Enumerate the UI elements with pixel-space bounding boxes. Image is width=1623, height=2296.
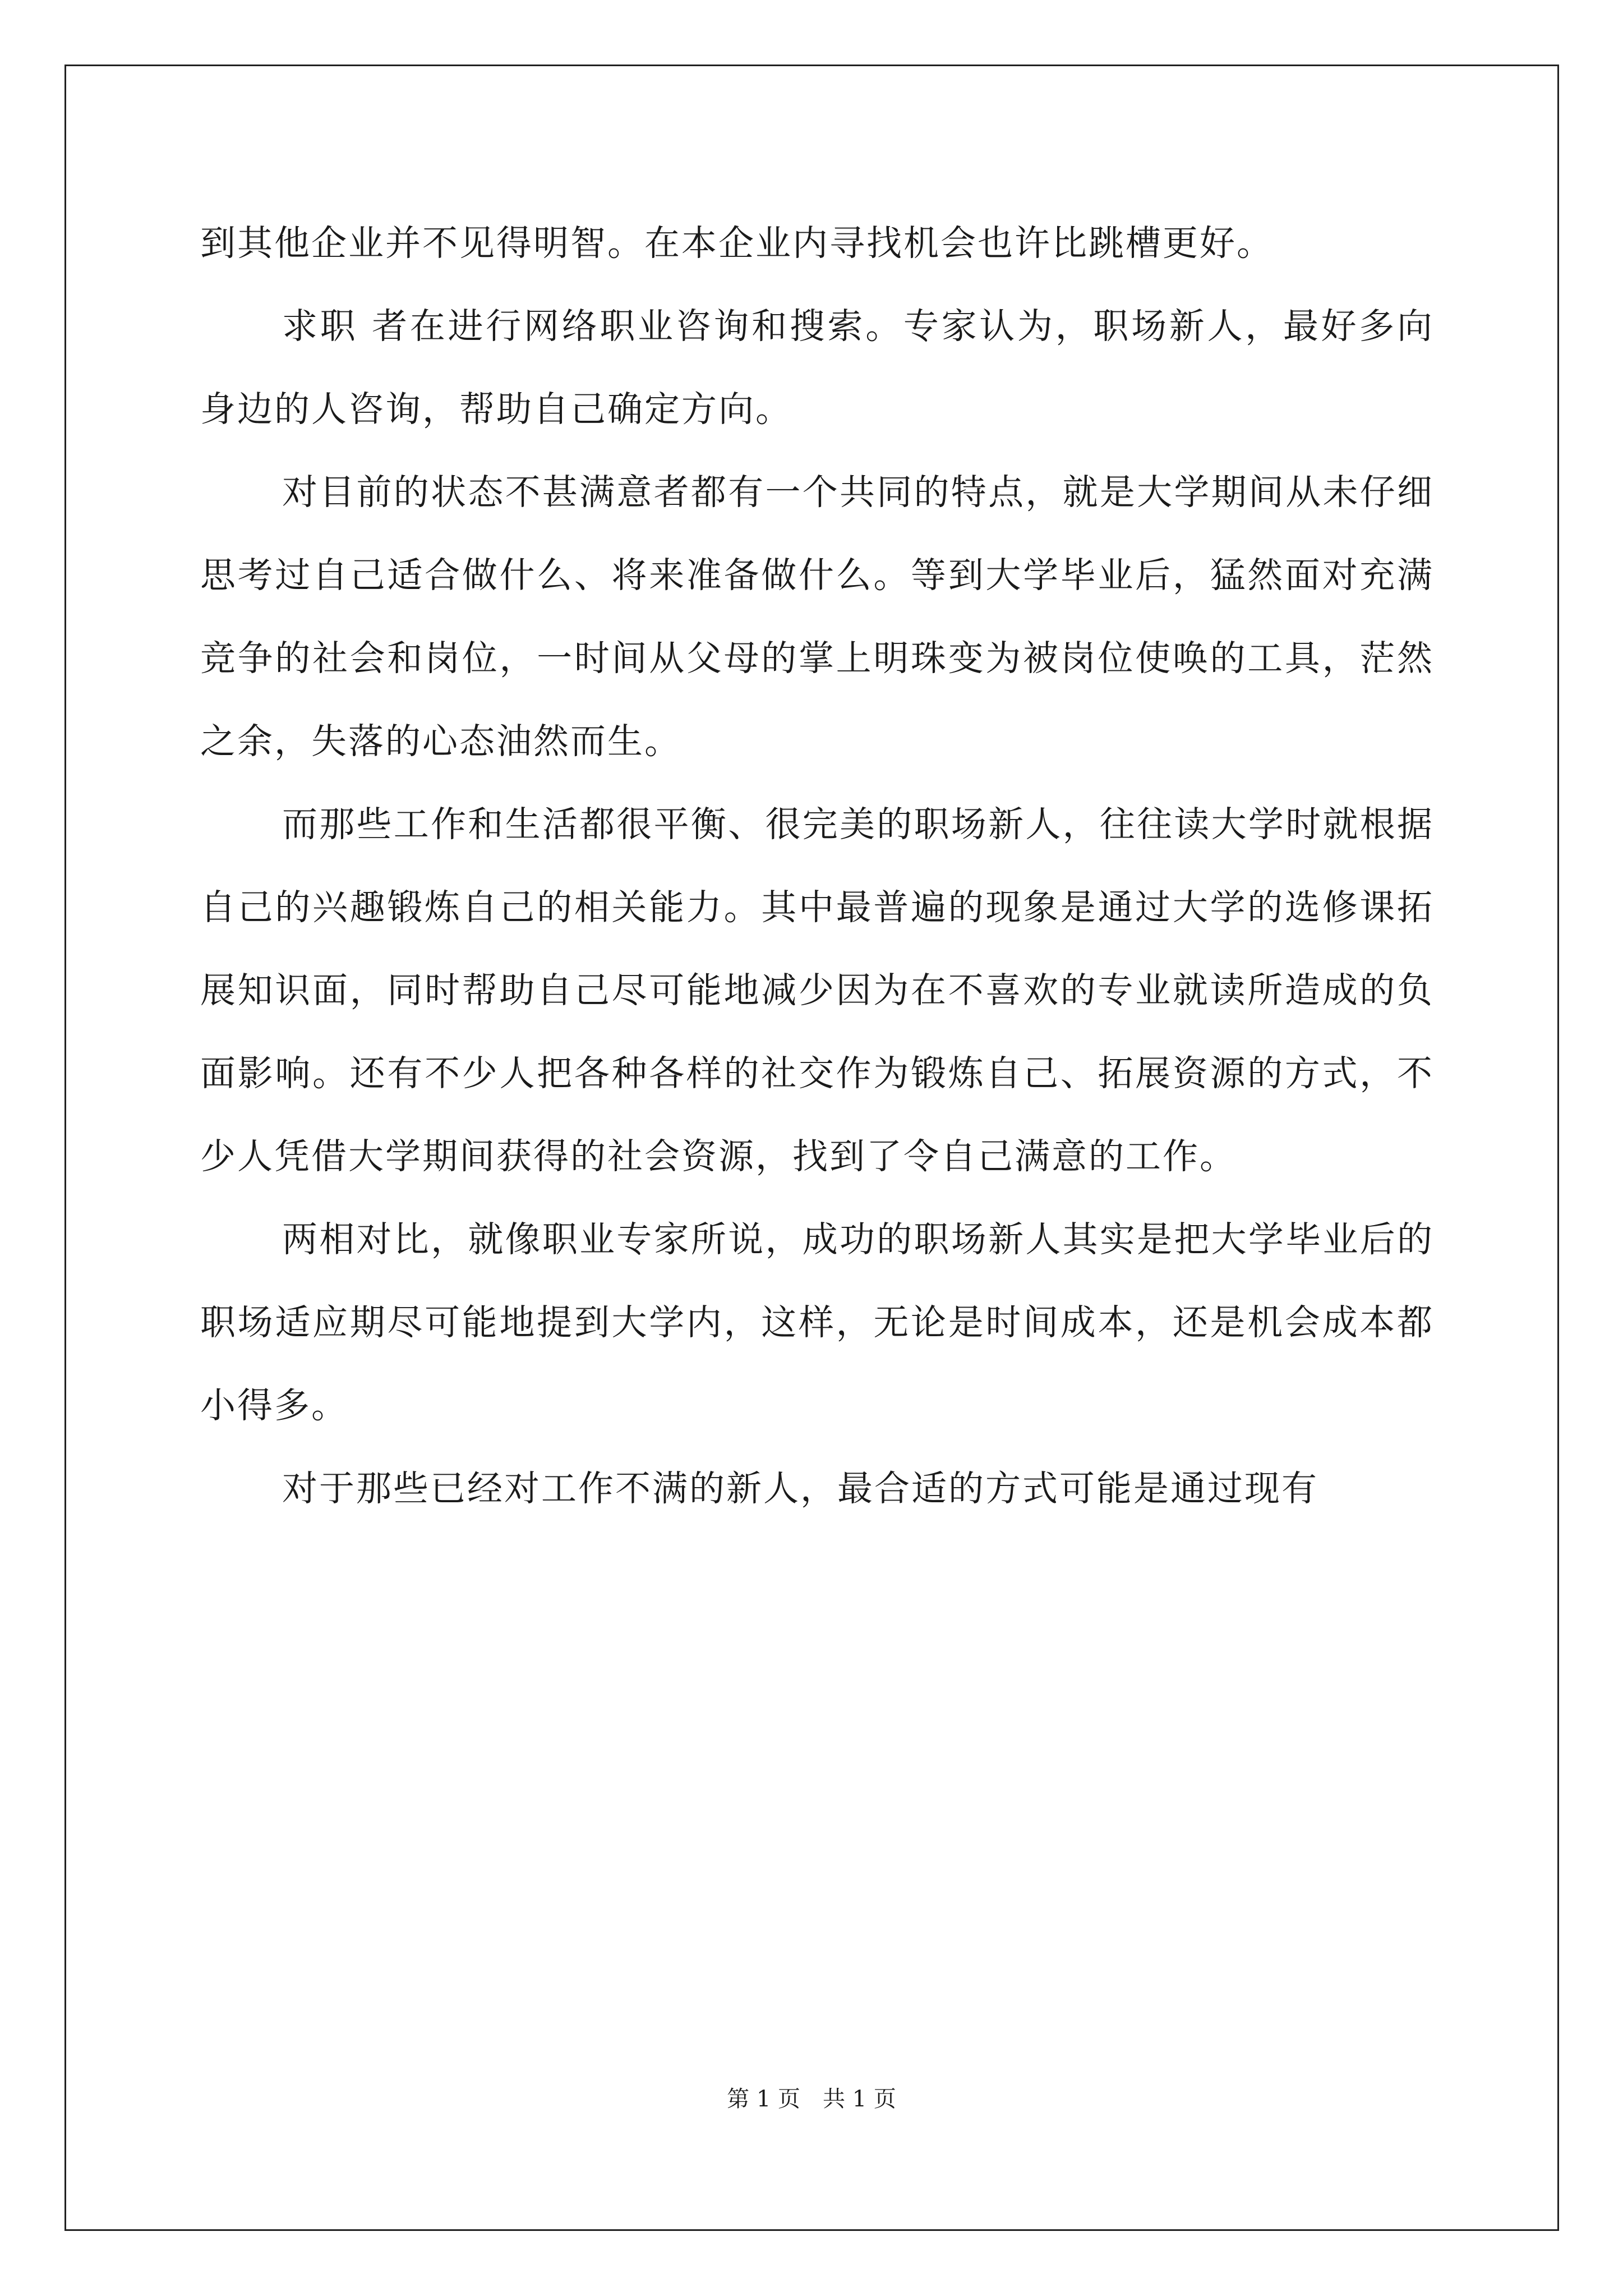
paragraph-continuation: 到其他企业并不见得明智。在本企业内寻找机会也许比跳槽更好。 — [200, 223, 1274, 264]
paragraph: 而那些工作和生活都很平衡、很完美的职场新人，往往读大学时就根据自己的兴趣锻炼自己的相关能力。其中最普遍的现象是通过大学的选修课拓展知识面，同时帮助自己尽可能地减少因为在不喜欢的专业就读所造成的负面影响。还有不少人把各种各样的社交作为锻炼自己、拓展资源的方式，不少人凭借大学期间获得的社会资源，找到了令自己满意的工作。 — [200, 804, 1434, 1177]
page-footer — [0, 2081, 1623, 2113]
page-total: 共 1 页 — [823, 2086, 896, 2112]
paragraph: 对于那些已经对工作不满的新人，最合适的方式可能是通过现有 — [282, 1468, 1318, 1509]
paragraph: 求职 者在进行网络职业咨询和搜索。专家认为，职场新人，最好多向身边的人咨询，帮助自己确定方向。 — [200, 306, 1434, 430]
document-body — [200, 202, 1434, 1530]
paragraph: 对目前的状态不甚满意者都有一个共同的特点，就是大学期间从未仔细思考过自己适合做什么、将来准备做什么。等到大学毕业后，猛然面对充满竞争的社会和岗位，一时间从父母的掌上明珠变为被岗位使唤的工具，茫然之余，失落的心态油然而生。 — [200, 472, 1434, 762]
paragraph: 两相对比，就像职业专家所说，成功的职场新人其实是把大学毕业后的职场适应期尽可能地提到大学内，这样，无论是时间成本，还是机会成本都小得多。 — [200, 1219, 1434, 1426]
page-number: 第 1 页 — [727, 2086, 800, 2112]
